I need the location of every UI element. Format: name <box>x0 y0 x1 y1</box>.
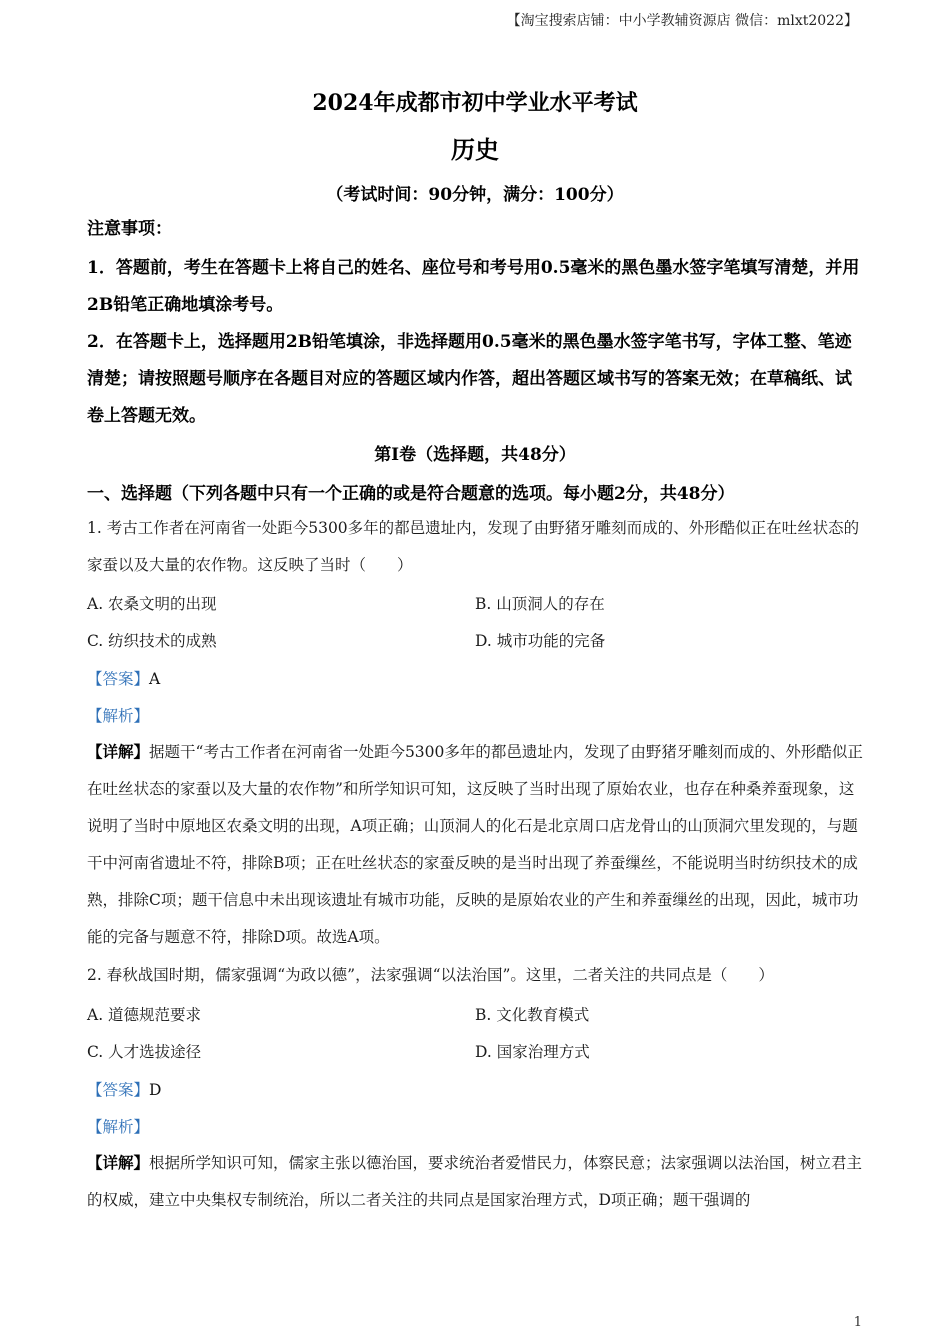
exam-title: 2024年成都市初中学业水平考试 <box>312 90 638 116</box>
page-number: 1 <box>853 1315 862 1330</box>
subject-title: 历史 <box>451 135 499 164</box>
notice-heading: 注意事项： <box>87 219 172 239</box>
question-2-option-d: D. 国家治理方式 <box>475 1043 590 1061</box>
part-title: 一、选择题（下列各题中只有一个正确的或是符合题意的选项。每小题2分，共48分） <box>87 484 735 504</box>
analysis-tag: 【解析】 <box>87 707 150 725</box>
question-2-option-c: C. 人才选拔途径 <box>87 1043 202 1061</box>
header-note: 【淘宝搜索店铺：中小学教辅资源店 微信：mlxt2022】 <box>506 13 858 29</box>
answer-tag: 【答案】 <box>87 670 150 688</box>
question-2-stem: 2. 春秋战国时期，儒家强调“为政以德”，法家强调“以法治国”。这里，二者关注的共同点是（ ） <box>87 966 774 984</box>
answer-value: A <box>149 670 161 688</box>
detail-tag: 【详解】 <box>87 1153 150 1172</box>
question-1-answer <box>87 667 160 689</box>
detail-text: 据题干“考古工作者在河南省一处距今5300多年的都邑遗址内，发现了由野猪牙雕刻而成的、外形酷似正在吐丝状态的家蚕以及大量的农作物”和所学知识可知，这反映了当时出现了原始农业，也存在种桑养蚕现象，这说明了当时中原地区农桑文明的出现，A项正确；山顶洞人的化石是北京周口店龙骨山的山顶洞穴里发现的，与题干中河南省遗址不符，排除B项；正在吐丝状态的家蚕反映的是当时出现了养蚕缫丝，不能说明当时纺织技术的成熟，排除C项；题干信息中未出现该遗址有城市功能，反映的是原始农业的产生和养蚕缫丝的出现，因此，城市功能的完备与题意不符，排除D项。故选A项。 <box>87 743 863 946</box>
question-2-option-a: A. 道德规范要求 <box>87 1006 202 1024</box>
question-1-option-d: D. 城市功能的完备 <box>475 632 606 650</box>
question-1-analysis <box>87 704 149 726</box>
question-1-option-b: B. 山顶洞人的存在 <box>475 595 605 613</box>
question-1-stem: 1. 考古工作者在河南省一处距今5300多年的都邑遗址内，发现了由野猪牙雕刻而成的、外形酷似正在吐丝状态的家蚕以及大量的农作物。这反映了当时（ ） <box>87 519 860 574</box>
question-2-option-b: B. 文化教育模式 <box>475 1006 590 1024</box>
detail-text: 根据所学知识可知，儒家主张以德治国，要求统治者爱惜民力，体察民意；法家强调以法治国，树立君主的权威，建立中央集权专制统治，所以二者关注的共同点是国家治理方式，D项正确；题干强调的 <box>87 1154 863 1209</box>
notice-item-2: 2．在答题卡上，选择题用2B铅笔填涂，非选择题用0.5毫米的黑色墨水签字笔书写，字体工整、笔迹清楚；请按照题号顺序在各题目对应的答题区域内作答，超出答题区域书写的答案无效；在草稿纸、试卷上答题无效。 <box>87 332 852 426</box>
question-1-option-c: C. 纺织技术的成熟 <box>87 632 217 650</box>
section-title: 第Ⅰ卷（选择题，共48分） <box>374 445 576 465</box>
answer-tag: 【答案】 <box>87 1081 150 1099</box>
question-1-option-a: A. 农桑文明的出现 <box>87 595 217 613</box>
exam-info: （考试时间：90分钟，满分：100分） <box>326 185 624 205</box>
notice-item-1: 1．答题前，考生在答题卡上将自己的姓名、座位号和考号用0.5毫米的黑色墨水签字笔填写清楚，并用2B铅笔正确地填涂考号。 <box>87 258 860 315</box>
question-1-detail <box>87 733 865 956</box>
question-2-detail <box>87 1144 865 1219</box>
detail-tag: 【详解】 <box>87 742 150 761</box>
question-2-analysis <box>87 1115 149 1137</box>
answer-value: D <box>149 1081 162 1099</box>
analysis-tag: 【解析】 <box>87 1118 150 1136</box>
question-2-answer <box>87 1078 161 1100</box>
